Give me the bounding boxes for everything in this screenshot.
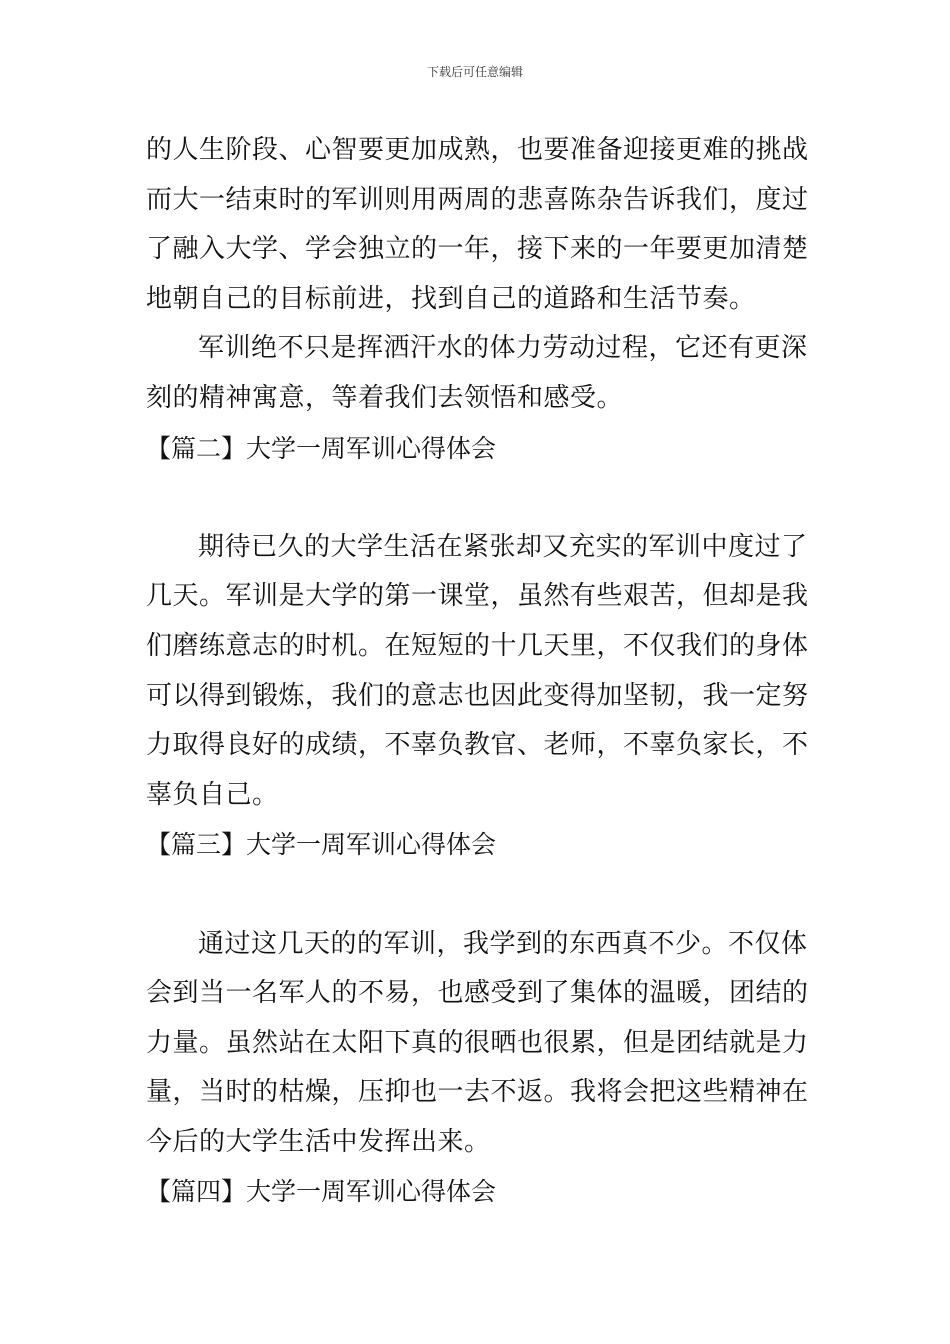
text-line: 们磨练意志的时机。在短短的十几天里，不仅我们的身体 <box>146 630 809 661</box>
text-line: 军训绝不只是挥洒汗水的体力劳动过程，它还有更深 <box>198 333 808 364</box>
text-line: 今后的大学生活中发挥出来。 <box>146 1126 491 1157</box>
text-line: 通过这几天的的军训，我学到的东西真不少。不仅体 <box>198 928 808 959</box>
text-line: 可以得到锻炼，我们的意志也因此变得加坚韧，我一定努 <box>146 680 809 711</box>
text-line: 辜负自己。 <box>146 779 279 810</box>
document-body <box>146 126 809 1217</box>
section-heading: 【篇三】大学一周军训心得体会 <box>146 830 497 860</box>
text-line: 的人生阶段、心智要更加成熟，也要准备迎接更难的挑战 <box>146 135 809 165</box>
section-heading: 【篇四】大学一周军训心得体会 <box>146 1177 497 1207</box>
text-line: 期待已久的大学生活在紧张却又充实的军训中度过了 <box>198 531 808 562</box>
paragraph <box>146 920 809 1168</box>
text-line: 量，当时的枯燥，压抑也一去不返。我将会把这些精神在 <box>146 1077 809 1108</box>
text-line: 会到当一名军人的不易，也感受到了集体的温暖，团结的 <box>146 978 809 1009</box>
blank-line <box>146 870 806 920</box>
blank-line <box>146 473 806 523</box>
paragraph <box>146 523 809 821</box>
text-line: 几天。军训是大学的第一课堂，虽然有些艰苦，但却是我 <box>146 581 809 612</box>
section-heading: 【篇二】大学一周军训心得体会 <box>146 433 497 463</box>
text-line: 地朝自己的目标前进，找到自己的道路和生活节奏。 <box>146 283 756 314</box>
text-line: 了融入大学、学会独立的一年，接下来的一年要更加清楚 <box>146 234 809 265</box>
paragraph <box>146 126 809 324</box>
text-line: 力取得良好的成绩，不辜负教官、老师，不辜负家长，不 <box>146 730 809 761</box>
text-line: 刻的精神寓意，等着我们去领悟和感受。 <box>146 382 624 413</box>
text-line: 力量。虽然站在太阳下真的很晒也很累，但是团结就是力 <box>146 1027 809 1058</box>
text-line: 而大一结束时的军训则用两周的悲喜陈杂告诉我们，度过 <box>146 184 809 215</box>
page-header: 下载后可任意编辑 <box>426 65 523 79</box>
paragraph <box>146 324 806 423</box>
